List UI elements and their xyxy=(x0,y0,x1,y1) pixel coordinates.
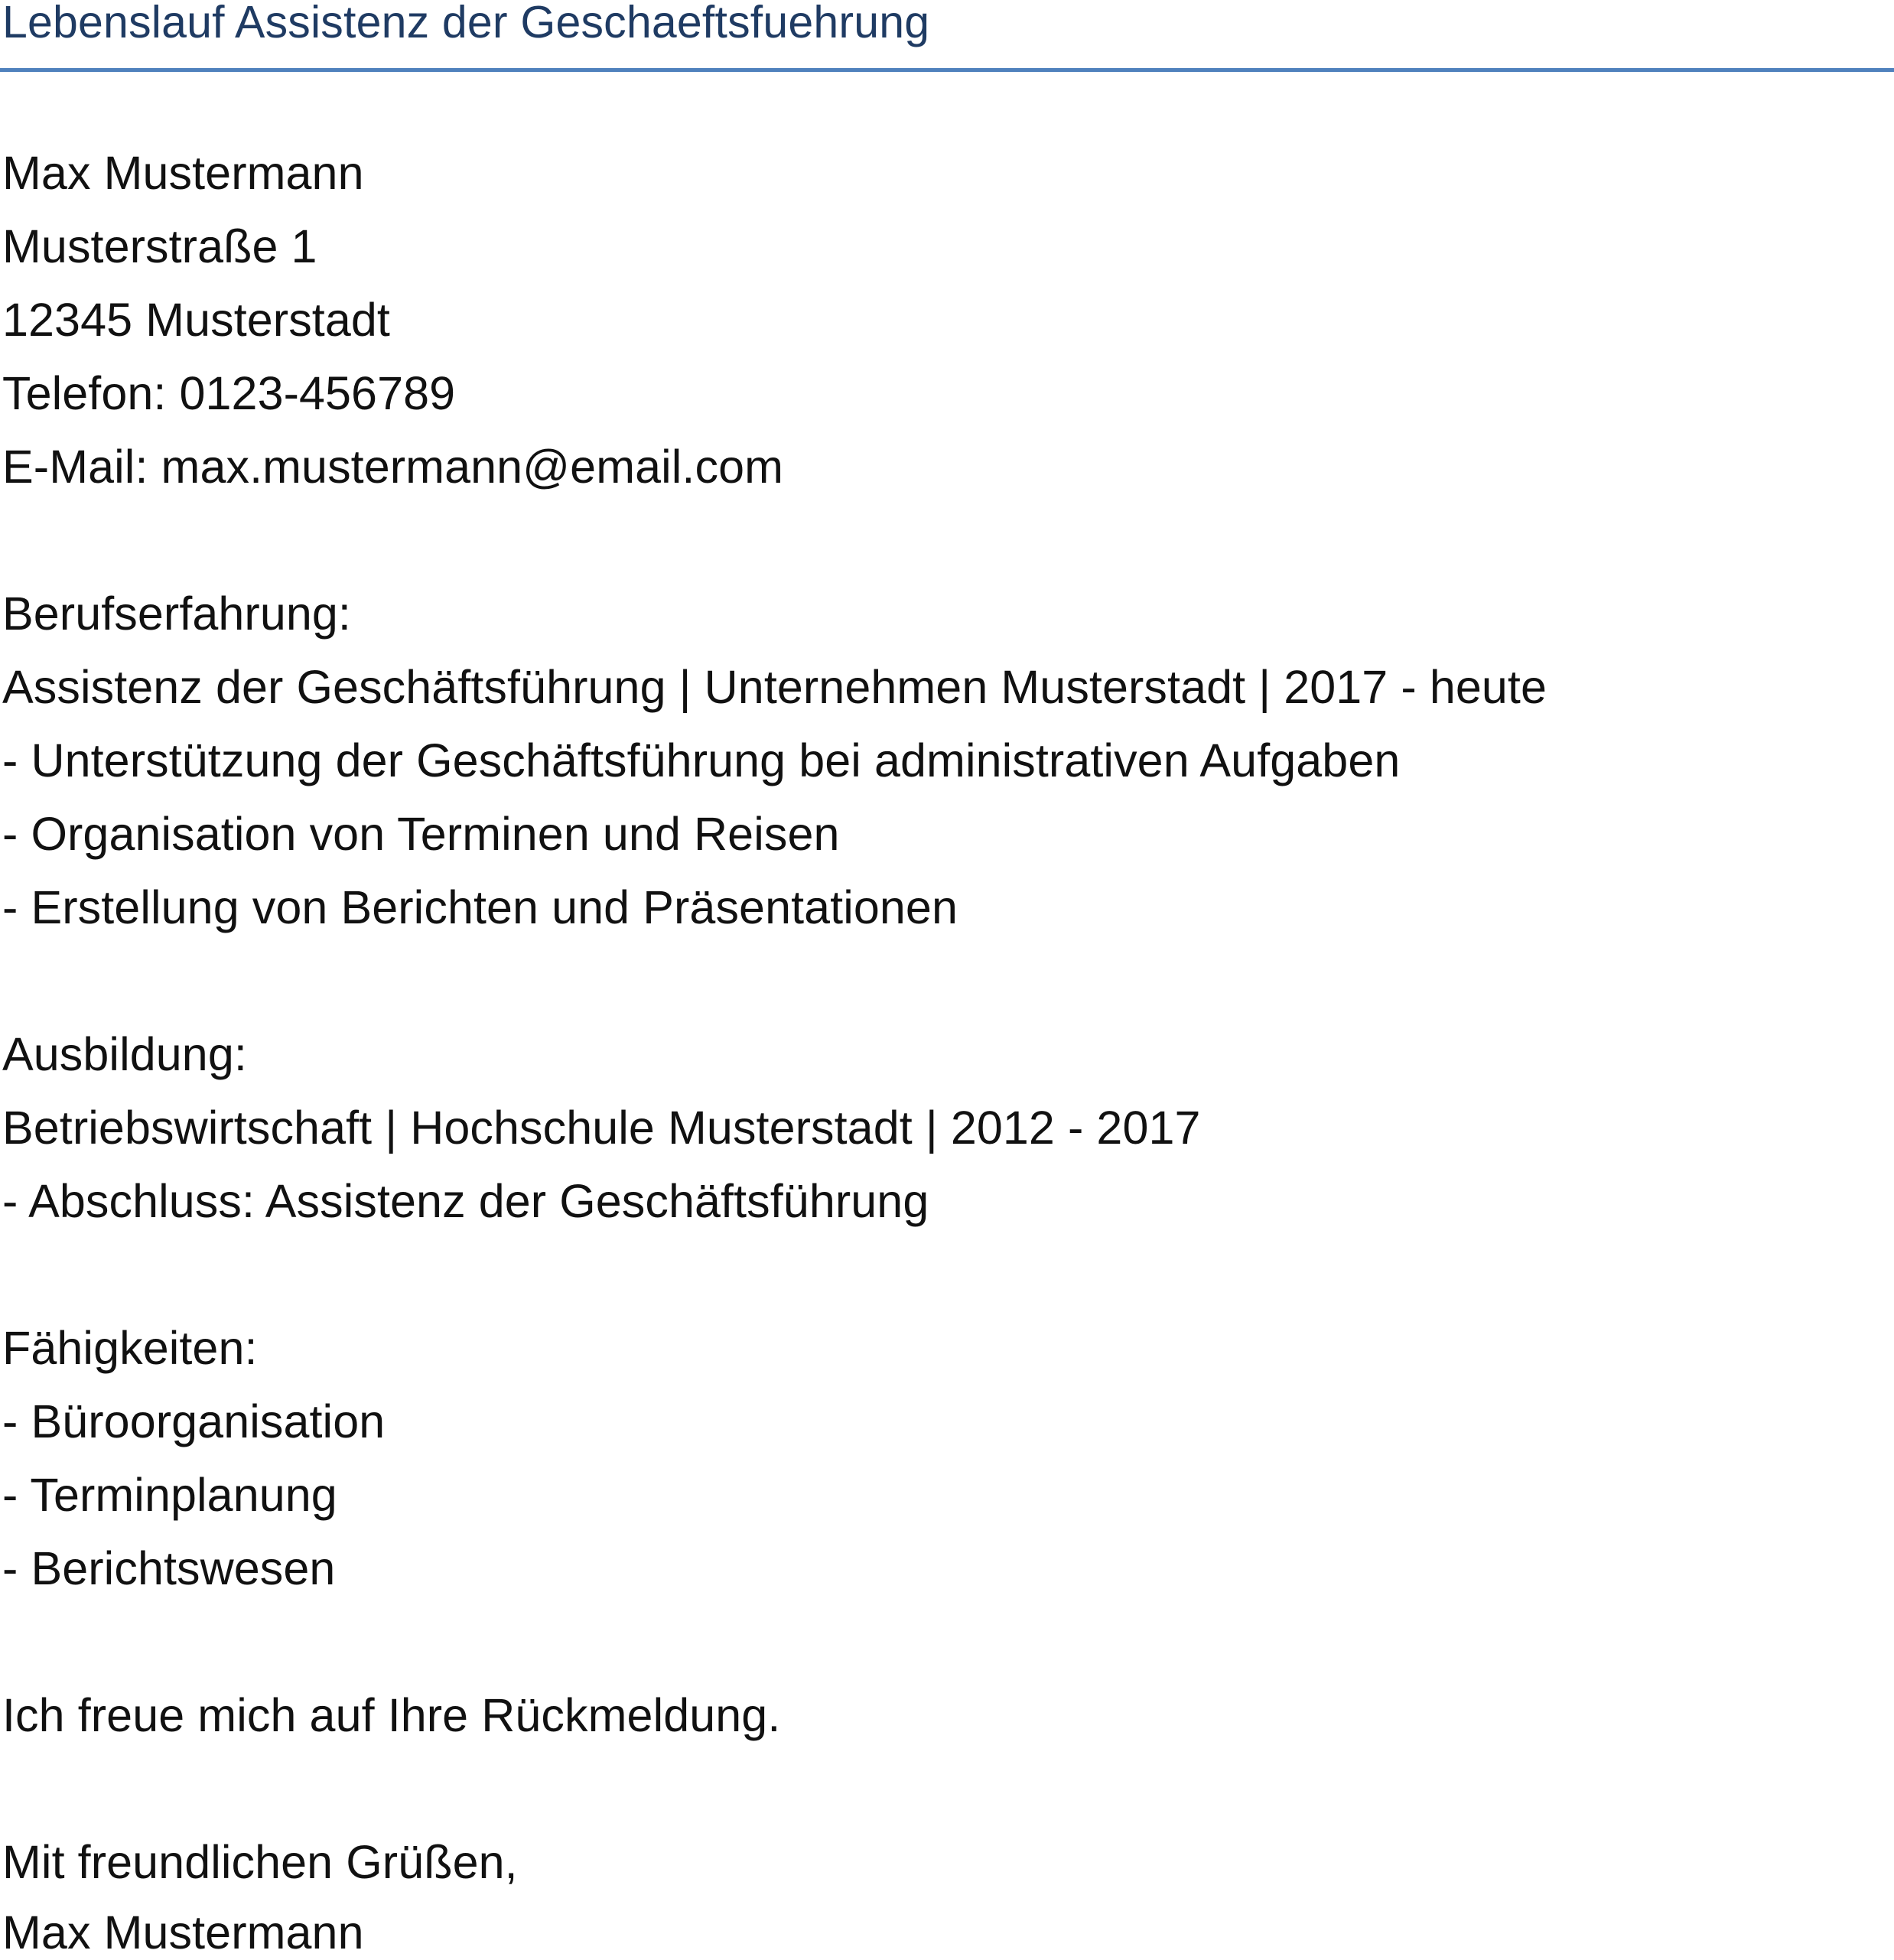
signature-name: Max Mustermann xyxy=(2,1906,364,1958)
closing-sentence: Ich freue mich auf Ihre Rückmeldung. xyxy=(2,1689,781,1741)
experience-bullet: - Unterstützung der Geschäftsführung bei administrativen Aufgaben xyxy=(2,734,1401,786)
skills-bullet: - Büroorganisation xyxy=(2,1395,386,1447)
experience-heading: Berufserfahrung: xyxy=(2,588,351,640)
skills-bullet: - Berichtswesen xyxy=(2,1542,336,1594)
education-bullet: - Abschluss: Assistenz der Geschäftsführung xyxy=(2,1175,929,1227)
contact-email: E-Mail: max.mustermann@email.com xyxy=(2,441,784,493)
skills-heading: Fähigkeiten: xyxy=(2,1322,258,1374)
contact-city: 12345 Musterstadt xyxy=(2,294,390,346)
closing-greeting: Mit freundlichen Grüßen, xyxy=(2,1836,518,1888)
title-divider xyxy=(0,68,1894,72)
skills-bullet: - Terminplanung xyxy=(2,1469,337,1521)
experience-entry: Assistenz der Geschäftsführung | Unternehmen Musterstadt | 2017 - heute xyxy=(2,661,1547,713)
education-entry: Betriebswirtschaft | Hochschule Musterstadt | 2012 - 2017 xyxy=(2,1102,1201,1154)
contact-phone: Telefon: 0123-456789 xyxy=(2,367,456,419)
contact-street: Musterstraße 1 xyxy=(2,220,317,272)
contact-name: Max Mustermann xyxy=(2,147,364,199)
document-title: Lebenslauf Assistenz der Geschaeftsfuehrung xyxy=(2,0,930,47)
experience-bullet: - Organisation von Terminen und Reisen xyxy=(2,808,840,860)
experience-bullet: - Erstellung von Berichten und Präsentationen xyxy=(2,881,958,933)
education-heading: Ausbildung: xyxy=(2,1028,247,1080)
